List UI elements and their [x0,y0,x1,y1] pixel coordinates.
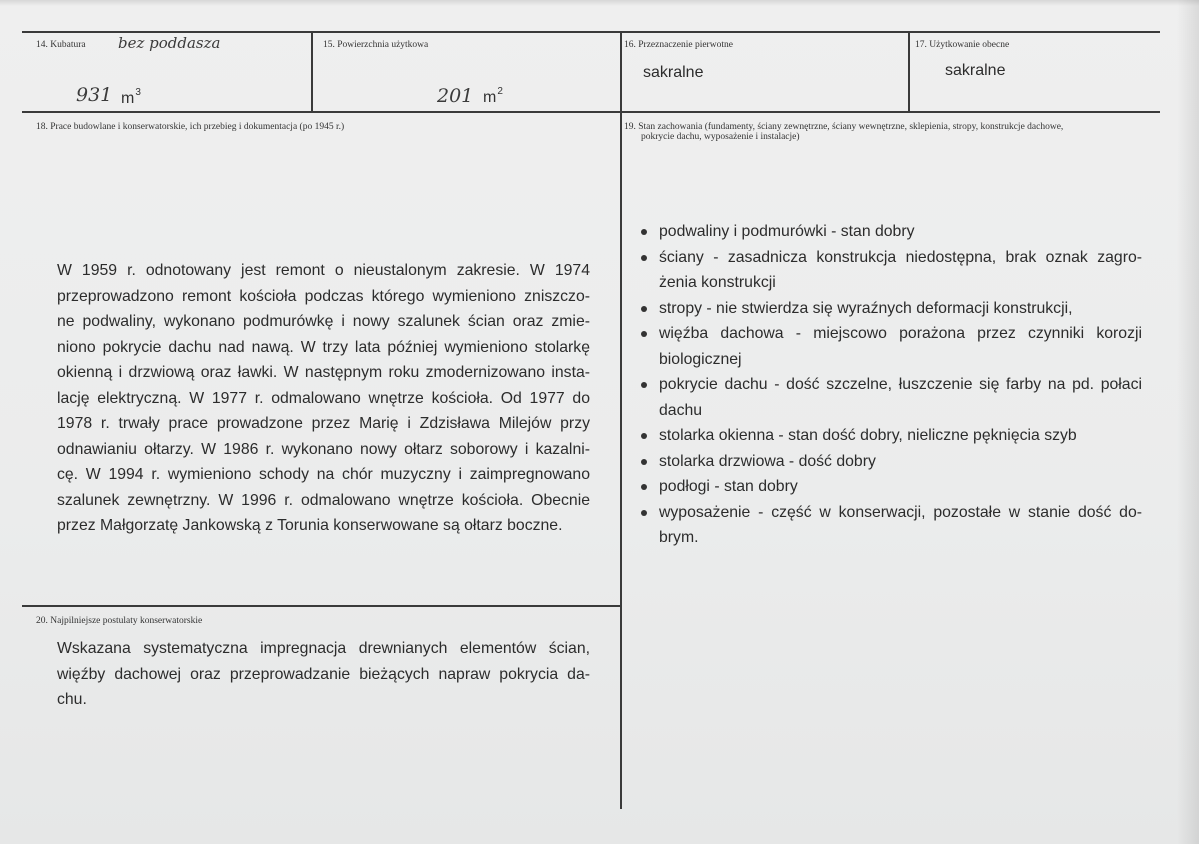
top-shadow [0,0,1199,6]
stan-item [659,296,1142,322]
kubatura-unit [121,87,141,108]
prace-line: cę. W 1994 r. wymieniono schody na chór muzyczny i zaimpregnowano [57,466,590,483]
stan-item-line: stropy - nie stwierdza się wyraźnych deformacji konstrukcji, [659,299,1073,317]
kubatura-value-handwritten: 931 [76,84,113,106]
prace-line: przeprowadzono remont kościoła podczas którego wymieniono zniszczo- [57,287,590,305]
section-20-divider-line [22,605,622,607]
row-divider-line [22,111,1160,113]
stan-item-line: dachu [659,401,703,419]
bullet-icon [641,510,647,516]
stan-item-line: pokrycie dachu - dość szczelne, łuszczenie się farby na pd. połaci [659,376,1142,393]
postulaty-label: 20. Najpilniejsze postulaty konserwatorskie [36,616,203,626]
uzytkowanie-value: sakralne [945,62,1006,79]
prace-line: 1978 r. trwały prace prowadzone przez Marię i Zdzisława Milejów przy [57,415,590,432]
postulaty-line: Wskazana systematyczna impregnacja drewnianych elementów ścian, [57,640,590,657]
bullet-icon [641,433,647,439]
bullet-icon [641,459,647,465]
prace-line: odnawianiu ołtarzy. W 1986 r. wykonano nowy ołtarz soborowy i kazalni- [57,440,590,458]
bullet-icon [641,229,647,235]
col-divider-main [620,31,622,809]
stan-list [659,219,1142,551]
bullet-icon [641,331,647,337]
bullet-icon [641,382,647,388]
postulaty-line: więźby dachowej oraz przeprowadzanie bieżących napraw pokrycia da- [57,665,590,683]
prace-line: szalunek zewnętrzny. W 1996 r. odmalowano wnętrze kościoła. Obecnie [57,491,590,509]
stan-item-line: ściany - zasadnicza konstrukcja niedostępna, brak oznak zagro- [659,248,1142,266]
stan-item [659,423,1142,449]
powierzchnia-unit-exponent: 2 [497,86,503,97]
stan-item [659,474,1142,500]
prace-label: 18. Prace budowlane i konserwatorskie, ich przebieg i dokumentacja (po 1945 r.) [36,122,345,132]
bullet-icon [641,306,647,312]
stan-item-line: podwaliny i podmurówki - stan dobry [659,223,915,240]
powierzchnia-unit-base: m [483,89,497,106]
prace-line: W 1959 r. odnotowany jest remont o nieustalonym zakresie. W 1974 [57,262,590,279]
prace-line: okienną i drzwiową oraz ławki. W następnym roku zmodernizowano insta- [57,364,590,381]
stan-item [659,372,1142,423]
stan-item-line: brym. [659,529,699,546]
col-divider-1 [311,31,313,112]
postulaty-line: chu. [57,691,87,708]
stan-item-line: wyposażenie - część w konserwacji, pozostałe w stanie dość do- [659,503,1142,521]
stan-item-line: podłogi - stan dobry [659,478,798,495]
stan-item-line: żenia konstrukcji [659,274,776,291]
stan-item [659,219,1142,245]
powierzchnia-label: 15. Powierzchnia użytkowa [323,40,429,50]
kubatura-unit-exponent: 3 [135,87,141,98]
stan-item-line: stolarka drzwiowa - dość dobry [659,452,876,470]
prace-line: przez Małgorzatę Jankowską z Torunia konserwowane są ołtarz boczne. [57,517,563,534]
stan-label-line1: 19. Stan zachowania (fundamenty, ściany zewnętrzne, ściany wewnętrzne, sklepienia, stropy, konstrukcje dachowe, [624,122,1064,132]
kubatura-label: 14. Kubatura [36,40,86,50]
stan-item [659,245,1142,296]
stan-label-line2: pokrycie dachu, wyposażenie i instalacje) [641,132,800,142]
postulaty-text [57,636,590,713]
powierzchnia-unit [483,86,503,107]
prace-text [57,258,590,539]
stan-item [659,449,1142,475]
bullet-icon [641,484,647,490]
stan-item-line: stolarka okienna - stan dość dobry, nieliczne pęknięcia szyb [659,427,1077,444]
prace-line: niono pokrycie dachu nad nawą. W trzy lata później wymieniono stolarkę [57,338,590,356]
kubatura-note-handwritten: bez poddasza [118,34,221,52]
powierzchnia-value-handwritten: 201 [437,85,474,107]
prace-line: lację elektryczną. W 1977 r. odmalowano wnętrze kościoła. Od 1977 do [57,389,590,407]
col-divider-3 [908,31,910,112]
uzytkowanie-label: 17. Użytkowanie obecne [915,40,1010,50]
przeznaczenie-label: 16. Przeznaczenie pierwotne [624,40,733,50]
prace-line: ne podwaliny, wykonano podmurówkę i nowy szalunek ścian oraz zmie- [57,313,590,330]
kubatura-unit-base: m [121,90,135,107]
right-edge-shadow [1177,0,1199,844]
top-border-line [22,31,1160,33]
stan-item-line: biologicznej [659,350,742,368]
stan-item [659,500,1142,551]
stan-item-line: więźba dachowa - miejscowo porażona przez czynniki korozji [659,325,1142,342]
bullet-icon [641,255,647,261]
stan-item [659,321,1142,372]
przeznaczenie-value: sakralne [643,64,704,81]
